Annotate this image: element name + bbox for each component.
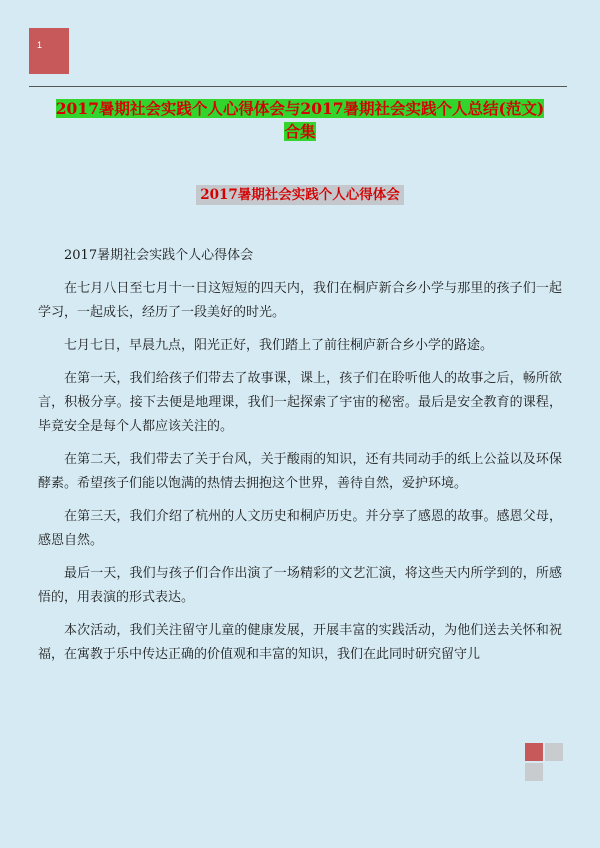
title-line-1: 2017暑期社会实践个人心得体会与2017暑期社会实践个人总结(范文) [55,99,545,118]
section-heading-text: 2017暑期社会实践个人心得体会 [196,185,404,205]
paragraph: 在第二天，我们带去了关于台风，关于酸雨的知识，还有共同动手的纸上公益以及环保酵素。希望孩子们能以饱满的热情去拥抱这个世界，善待自然，爱护环境。 [38,452,562,491]
paragraph: 2017暑期社会实践个人心得体会 [64,248,254,263]
page-number-badge [29,28,69,74]
paragraph: 在第一天，我们给孩子们带去了故事课，课上，孩子们在聆听他人的故事之后，畅所欲言，积极分享。接下去便是地理课，我们一起探索了宇宙的秘密。最后是安全教育的课程，毕竟安全是每个人都应该关注的。 [38,371,562,434]
paragraph: 本次活动，我们关注留守儿童的健康发展，开展丰富的实践活动，为他们送去关怀和祝福，在寓教于乐中传达正确的价值观和丰富的知识，我们在此同时研究留守儿 [38,623,562,662]
corner-decoration-square [545,743,563,761]
page-number: 1 [37,40,43,50]
section-heading [0,184,600,206]
paragraph: 七月七日，早晨九点，阳光正好，我们踏上了前往桐庐新合乡小学的路途。 [64,338,494,353]
body-text [38,244,562,676]
paragraph: 在七月八日至七月十一日这短短的四天内，我们在桐庐新合乡小学与那里的孩子们一起学习，一起成长，经历了一段美好的时光。 [38,281,562,320]
paragraph: 最后一天，我们与孩子们合作出演了一场精彩的文艺汇演，将这些天内所学到的，所感悟的，用表演的形式表达。 [38,566,562,605]
paragraph: 在第三天，我们介绍了杭州的人文历史和桐庐历史。并分享了感恩的故事。感恩父母，感恩自然。 [38,509,562,548]
title-line-2: 合集 [284,122,316,141]
corner-decoration-square [525,763,543,781]
document-title [36,97,564,143]
header-divider [29,86,567,87]
corner-decoration-square [525,743,543,761]
